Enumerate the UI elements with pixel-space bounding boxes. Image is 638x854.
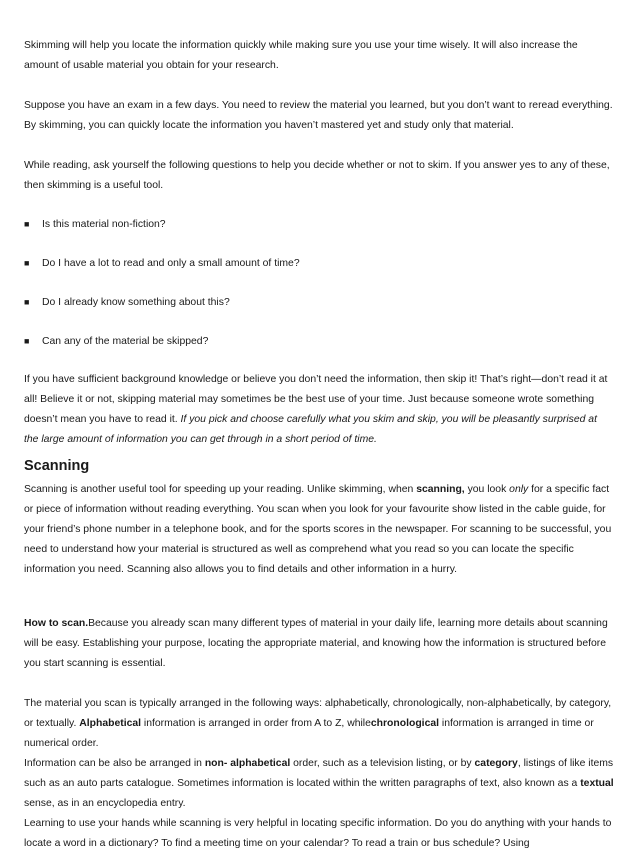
skip-text: If you have sufficient background knowledge or believe you don’t need the information, then skip it! That’s right—don’t read it at all! Believe it or not, skipping material may sometimes be the best use of your time. Just because someone wrote something doesn’t mean you have to read it. — [24, 374, 608, 425]
bullet-square-icon: ■ — [24, 336, 30, 346]
skimming-paragraph-1: Skimming will help you locate the information quickly while making sure you use your time wisely. It will also increase the amount of usable material you obtain for your research. — [24, 40, 578, 71]
section-heading-scanning: Scanning — [24, 458, 90, 474]
how-to-scan-paragraph — [24, 614, 614, 674]
how-to-scan-heading: How to scan. — [24, 618, 89, 629]
bullet-text: Can any of the material be skipped? — [42, 336, 209, 347]
bullet-text: Is this material non-fiction? — [42, 219, 166, 230]
arrangement-text: information is arranged in time or numerical order. — [24, 718, 594, 749]
scanning-bold-term: scanning, — [416, 484, 465, 495]
bullet-item — [24, 253, 614, 274]
hands-paragraph: Learning to use your hands while scanning is very helpful in locating specific information. Do you do anything with your hands to locate a word in a dictionary? To find a meeting time on your calendar? To read a train or bus schedule? Using — [24, 818, 612, 849]
scanning-text: for a specific fact or piece of information without reading everything. You scan when you look for your favourite show listed in the cable guide, for your friend’s phone number in a telephone book, and for the sports scores in the newspaper. For scanning to be successful, you need to understand how your material is structured as well as comprehend what you read so you can locate the specific information you need. Scanning also allows you to find details and other information in a hurry. — [24, 484, 612, 575]
skimming-paragraph-3: While reading, ask yourself the following questions to help you decide whether or not to skim. If you answer yes to any of these, then skimming is a useful tool. — [24, 160, 610, 191]
non-alphabetical-term: non- alphabetical — [204, 758, 291, 769]
category-paragraph — [24, 754, 614, 814]
bullet-square-icon: ■ — [24, 219, 30, 229]
scanning-italic-term: only — [509, 484, 529, 495]
scanning-text: Scanning is another useful tool for speeding up your reading. Unlike skimming, when — [24, 484, 414, 495]
bullet-square-icon: ■ — [24, 258, 30, 268]
alphabetical-term: Alphabetical — [79, 718, 142, 729]
bullet-item — [24, 214, 614, 235]
category-text: order, such as a television listing, or by — [293, 758, 472, 769]
skip-italic-text: If you pick and choose carefully what you skim and skip, you will be pleasantly surprised at the large amount of information you can get through in a short period of time. — [24, 414, 597, 445]
bullet-text: Do I have a lot to read and only a small amount of time? — [42, 258, 300, 269]
scanning-paragraph-1 — [24, 480, 614, 580]
category-text: Information can be also be arranged in — [24, 758, 202, 769]
bullet-item — [24, 331, 614, 352]
category-text: , listings of like items such as an auto parts catalogue. Sometimes information is located within the written paragraphs of text, also known as a — [24, 758, 614, 789]
textual-term: textual — [580, 778, 614, 789]
skimming-paragraph-2: Suppose you have an exam in a few days. You need to review the material you learned, but you don’t want to reread everything. By skimming, you can quickly locate the information you haven’t mastered yet and study only that material. — [24, 100, 613, 131]
arrangement-text: The material you scan is typically arranged in the following ways: alphabetically, chronologically, non-alphabetically, by category, or textually. — [24, 698, 612, 729]
arrangement-text: information is arranged in order from A to Z, while — [143, 718, 371, 729]
document-page — [24, 36, 614, 854]
category-text: sense, as in an encyclopedia entry. — [24, 798, 186, 809]
scanning-text: you look — [467, 484, 507, 495]
how-to-scan-text: Because you already scan many different types of material in your daily life, learning more details about scanning will be easy. Establishing your purpose, locating the appropriate material, and knowing how the information is structured before you start scanning is essential. — [24, 618, 608, 669]
category-term: category — [474, 758, 518, 769]
arrangement-paragraph — [24, 694, 614, 754]
chronological-term: chronological — [370, 718, 440, 729]
skimming-paragraph-4 — [24, 370, 614, 450]
bullet-item — [24, 292, 614, 313]
bullet-text: Do I already know something about this? — [42, 297, 230, 308]
bullet-square-icon: ■ — [24, 297, 30, 307]
